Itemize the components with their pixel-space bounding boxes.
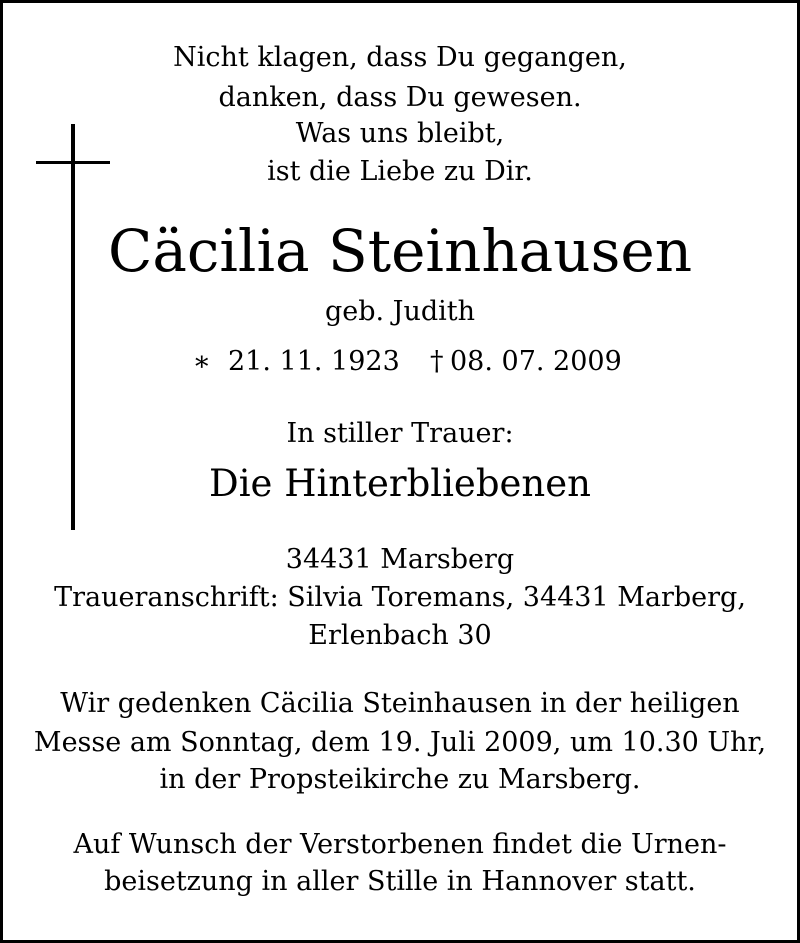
deceased-name: Cäcilia Steinhausen <box>107 217 693 285</box>
address-line-3: Erlenbach 30 <box>308 620 492 651</box>
mass-notice-line-2: Messe am Sonntag, dem 19. Juli 2009, um 10.30 Uhr, <box>33 727 767 758</box>
poem-line-3: Was uns bleibt, <box>295 118 505 149</box>
birth-star-icon: * <box>195 352 209 383</box>
burial-notice-line-2: beisetzung in aller Stille in Hannover statt. <box>104 866 696 897</box>
mass-notice-line-3: in der Propsteikirche zu Marsberg. <box>159 764 641 795</box>
mourning-intro: In stiller Trauer: <box>286 418 514 449</box>
poem-line-2: danken, dass Du gewesen. <box>218 82 582 113</box>
maiden-name: geb. Judith <box>324 296 476 327</box>
address-line-2: Traueranschrift: Silvia Toremans, 34431 Marberg, <box>54 582 746 613</box>
life-dates <box>0 348 800 382</box>
mass-notice-line-1: Wir gedenken Cäcilia Steinhausen in der heiligen <box>60 688 740 719</box>
death-cross-icon: † <box>430 346 444 377</box>
poem-line-4: ist die Liebe zu Dir. <box>267 156 533 187</box>
poem-line-1: Nicht klagen, dass Du gegangen, <box>173 42 627 73</box>
death-date: 08. 07. 2009 <box>450 346 622 377</box>
mourners: Die Hinterbliebenen <box>209 462 591 505</box>
burial-notice-line-1: Auf Wunsch der Verstorbenen findet die Urnen- <box>73 829 727 860</box>
address-line-1: 34431 Marsberg <box>285 544 515 575</box>
birth-date: 21. 11. 1923 <box>228 346 400 377</box>
